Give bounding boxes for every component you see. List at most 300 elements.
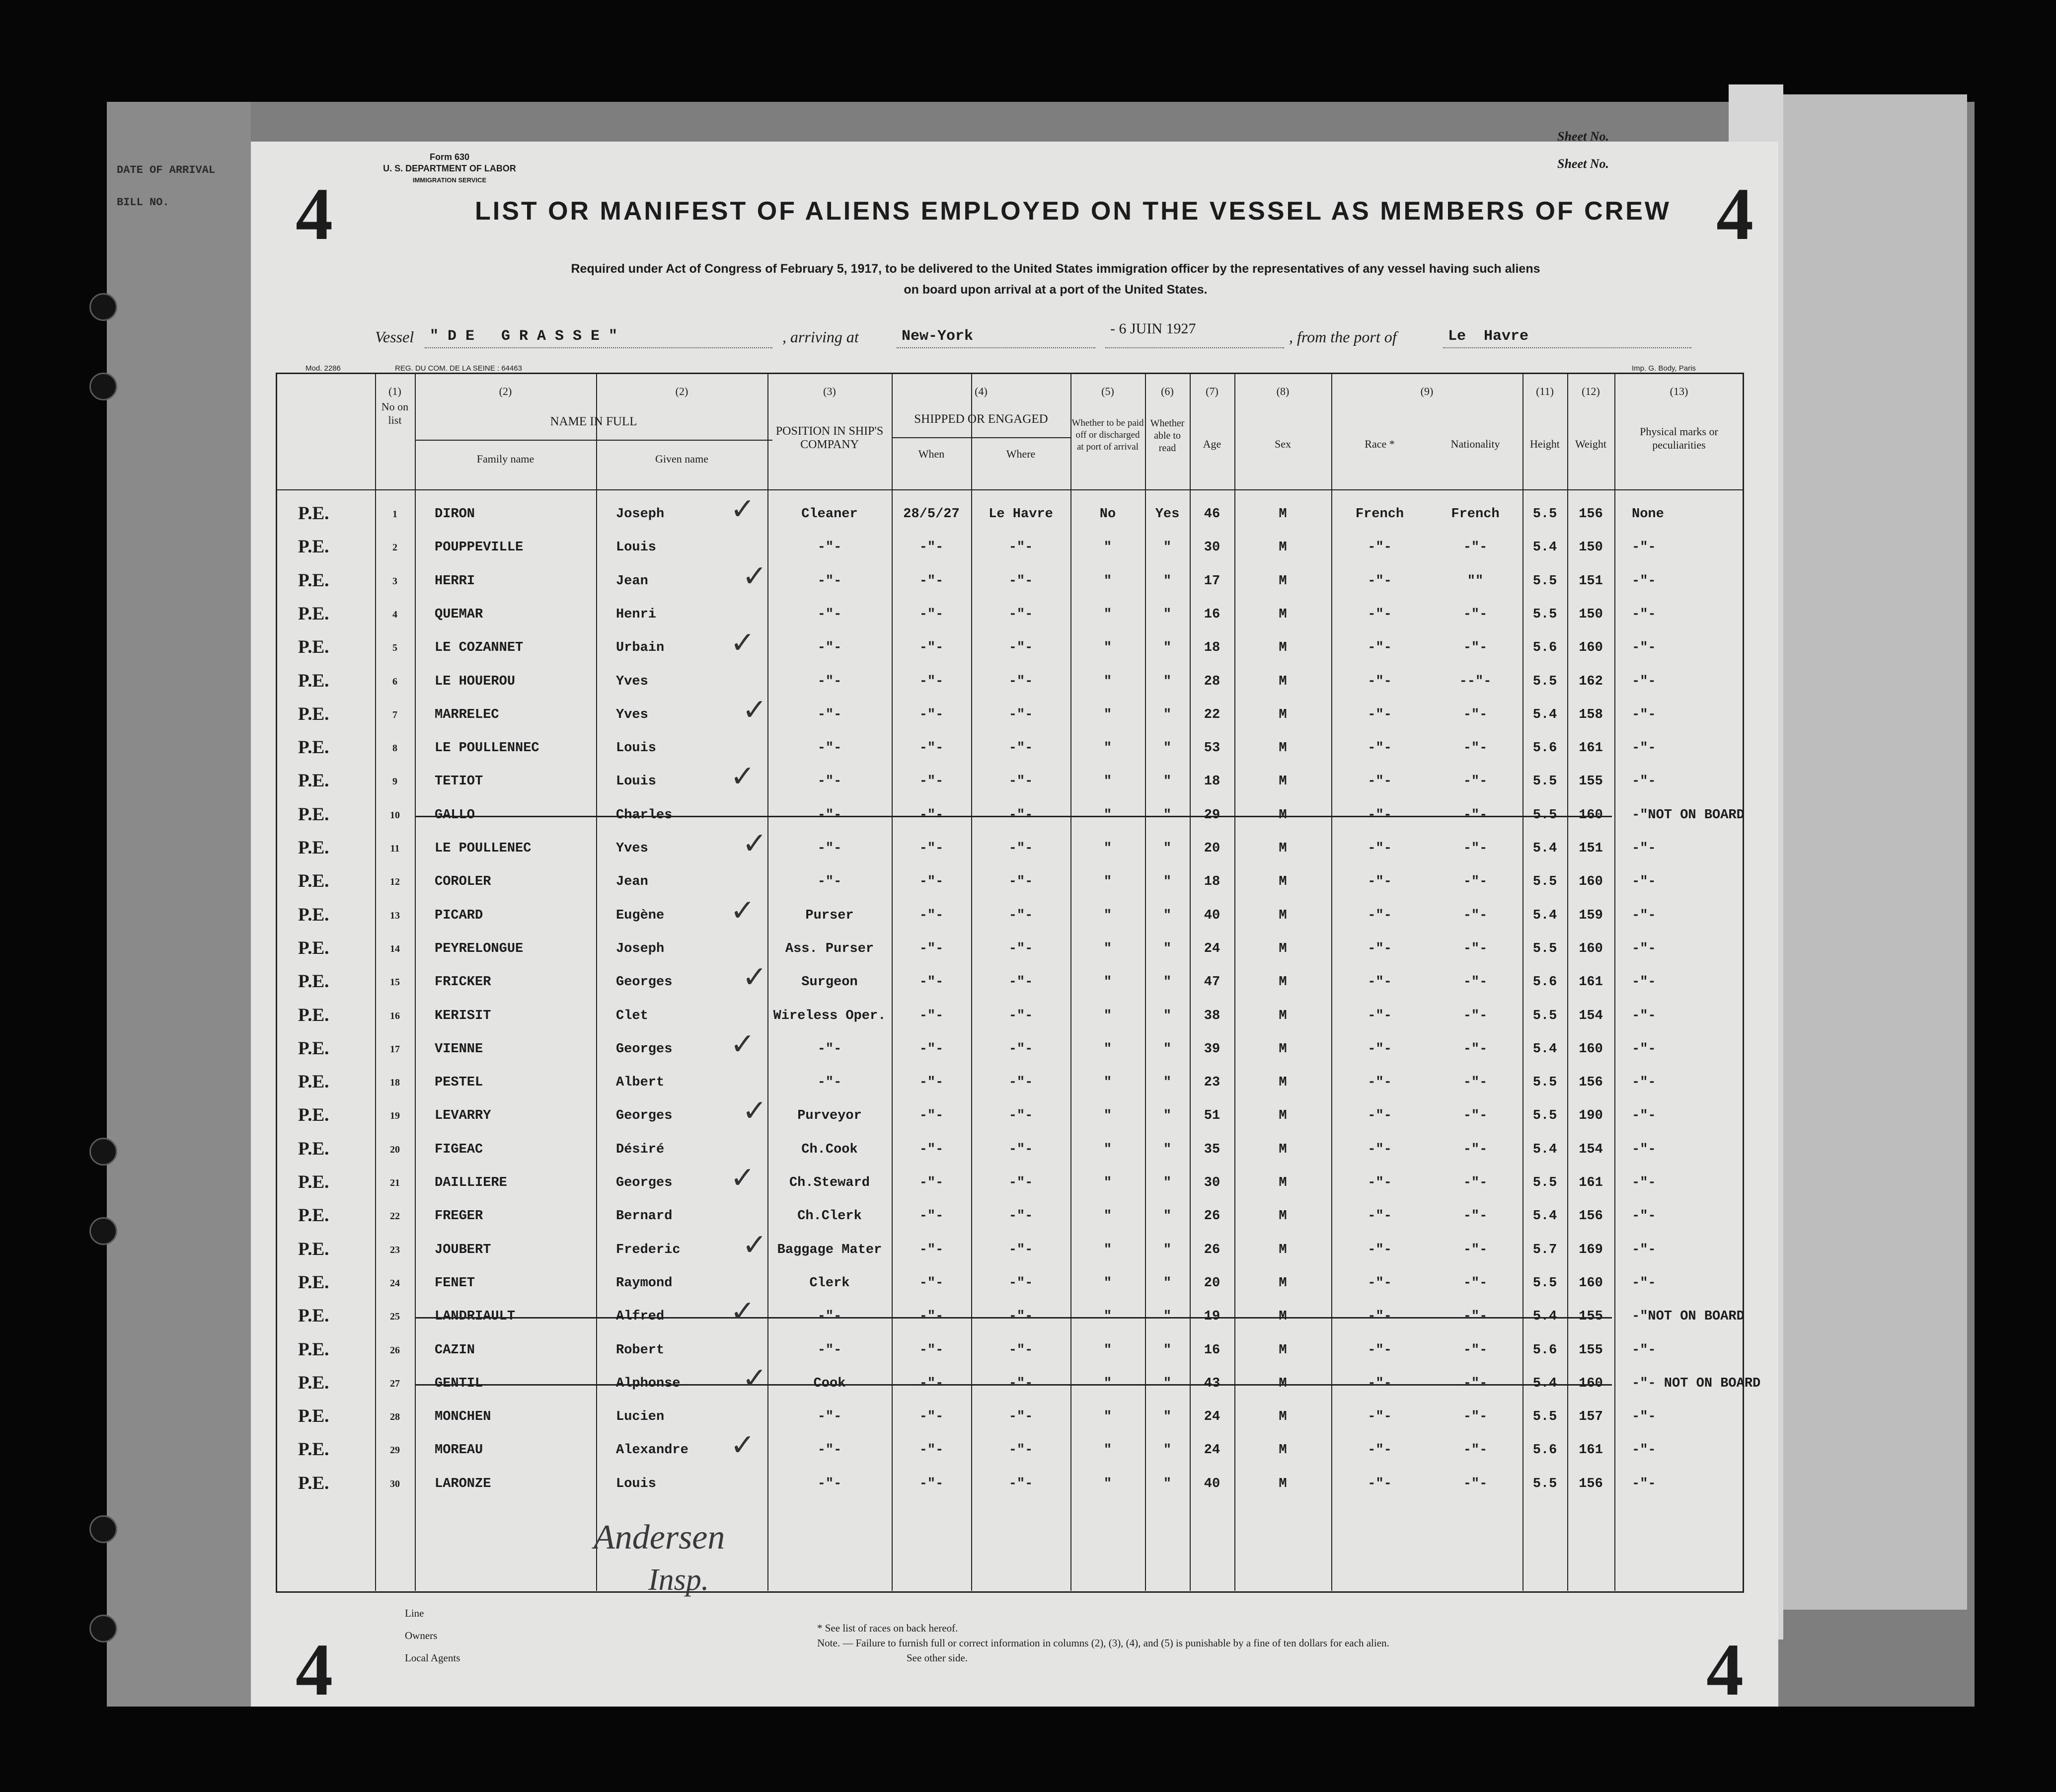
row-marks: -"- [1632, 607, 1656, 622]
row-position: -"- [817, 874, 842, 890]
row-sex: M [1279, 1242, 1287, 1257]
row-read: " [1163, 1443, 1172, 1458]
row-weight: 160 [1579, 1275, 1603, 1291]
row-pe: P.E. [298, 1306, 329, 1326]
row-family: TETIOT [435, 774, 483, 789]
row-pe: P.E. [298, 804, 329, 825]
row-where: -"- [1008, 741, 1033, 756]
row-family: COROLER [435, 874, 491, 890]
row-where: -"- [1008, 1242, 1033, 1257]
row-when: -"- [919, 1041, 944, 1057]
sheet-number-top-left: 4 [296, 173, 333, 255]
row-where: -"- [1008, 1443, 1033, 1458]
row-weight: 156 [1579, 1075, 1603, 1091]
row-position: -"- [817, 540, 842, 555]
row-pe: P.E. [298, 603, 329, 624]
col-header-name: NAME IN FULL [550, 415, 637, 428]
col-num: (12) [1582, 385, 1600, 397]
row-where: -"- [1008, 573, 1033, 589]
row-marks: -"- [1632, 540, 1656, 555]
col-header-where: Where [1006, 448, 1036, 460]
row-divider [415, 440, 772, 441]
row-sex: M [1279, 941, 1287, 956]
row-where: -"- [1008, 975, 1033, 990]
row-read: " [1163, 573, 1172, 589]
row-family: LARONZE [435, 1476, 491, 1491]
row-weight: 156 [1579, 1476, 1603, 1491]
row-read: " [1163, 1409, 1172, 1425]
row-race: -"- [1368, 607, 1392, 622]
row-when: -"- [919, 874, 944, 890]
col-header-race: Race * [1365, 438, 1395, 450]
col-num: (3) [823, 385, 836, 397]
row-position: -"- [817, 674, 842, 689]
underline [425, 347, 772, 348]
row-marks: -"- [1632, 1275, 1656, 1291]
row-race: -"- [1368, 1476, 1392, 1491]
row-family: LE POULLENNEC [435, 741, 539, 756]
row-family: DAILLIERE [435, 1175, 507, 1190]
col-num: (6) [1161, 385, 1174, 397]
row-weight: 162 [1579, 674, 1603, 689]
subtitle-line: on board upon arrival at a port of the United States. [904, 283, 1208, 297]
sheet-no-label: Sheet No. [1557, 156, 1609, 171]
row-when: -"- [919, 807, 944, 823]
row-marks: -"- [1632, 975, 1656, 990]
row-family: FREGER [435, 1209, 483, 1224]
row-position: Ch.Cook [801, 1142, 858, 1157]
row-height: 5.4 [1532, 1376, 1557, 1391]
row-weight: 158 [1579, 707, 1603, 722]
row-read: " [1163, 1008, 1172, 1023]
row-pe: P.E. [298, 1272, 329, 1293]
row-marks: -"- [1632, 1041, 1656, 1057]
col-num: (2) [675, 385, 688, 397]
row-position: -"- [817, 1309, 842, 1325]
row-marks: -"- [1632, 1175, 1656, 1190]
row-where: -"- [1008, 674, 1033, 689]
row-age: 40 [1204, 908, 1220, 923]
row-age: 47 [1204, 975, 1220, 990]
row-nat: -"- [1463, 741, 1488, 756]
row-read: " [1163, 607, 1172, 622]
row-height: 5.6 [1532, 1342, 1557, 1358]
row-pe: P.E. [298, 537, 329, 557]
binder-hole [89, 1138, 117, 1166]
row-marks: -"- [1632, 874, 1656, 890]
inspector-signature: Andersen [594, 1518, 725, 1557]
row-pe: P.E. [298, 503, 329, 524]
row-family: VIENNE [435, 1041, 483, 1057]
row-age: 19 [1204, 1309, 1220, 1325]
row-sex: M [1279, 1342, 1287, 1358]
strike-through-line [415, 1317, 1612, 1319]
row-where: -"- [1008, 1309, 1033, 1325]
row-height: 5.6 [1532, 640, 1557, 656]
binder-hole [89, 1515, 117, 1543]
row-read: " [1163, 941, 1172, 956]
arriving-port: New-York [902, 328, 974, 345]
row-given: Henri [616, 607, 657, 622]
row-no: 13 [390, 910, 400, 921]
footer-line-label: Line [405, 1607, 424, 1619]
row-nat: -"- [1463, 1409, 1488, 1425]
row-age: 26 [1204, 1242, 1220, 1257]
row-given: Louis [616, 540, 657, 555]
row-age: 39 [1204, 1041, 1220, 1057]
row-paid: " [1103, 741, 1112, 756]
check-mark-icon: ✓ [730, 625, 756, 661]
row-age: 46 [1204, 507, 1220, 522]
date-of-arrival-label: DATE OF ARRIVAL [117, 164, 216, 176]
row-read: " [1163, 908, 1172, 923]
row-paid: " [1103, 1342, 1112, 1358]
row-sex: M [1279, 573, 1287, 589]
row-when: -"- [919, 1008, 944, 1023]
row-position: -"- [817, 1409, 842, 1425]
row-position: -"- [817, 741, 842, 756]
row-where: -"- [1008, 1376, 1033, 1391]
row-sex: M [1279, 874, 1287, 890]
row-pe: P.E. [298, 1372, 329, 1393]
row-given: Louis [616, 1476, 657, 1491]
row-family: PICARD [435, 908, 483, 923]
row-paid: " [1103, 1142, 1112, 1157]
row-given: Urbain [616, 640, 665, 656]
row-nat: -"- [1463, 1443, 1488, 1458]
row-read: " [1163, 1242, 1172, 1257]
binder-hole [89, 373, 117, 400]
col-header-shipped: SHIPPED OR ENGAGED [914, 412, 1048, 426]
row-given: Yves [616, 707, 648, 722]
row-read: " [1163, 1275, 1172, 1291]
row-when: -"- [919, 540, 944, 555]
row-family: PESTEL [435, 1075, 483, 1091]
row-weight: 160 [1579, 1376, 1603, 1391]
row-nat: -"- [1463, 1242, 1488, 1257]
row-nat: -"- [1463, 1309, 1488, 1325]
row-nat: -"- [1463, 774, 1488, 789]
row-weight: 156 [1579, 507, 1603, 522]
binder-hole [89, 1615, 117, 1642]
row-when: -"- [919, 1209, 944, 1224]
strike-through-line [415, 1384, 1612, 1386]
row-sex: M [1279, 774, 1287, 789]
row-nat: -"- [1463, 1342, 1488, 1358]
department: U. S. DEPARTMENT OF LABOR [383, 163, 516, 173]
row-no: 1 [392, 509, 397, 520]
row-pe: P.E. [298, 570, 329, 591]
row-no: 3 [392, 575, 397, 587]
row-given: Georges [616, 1108, 673, 1124]
row-where: -"- [1008, 540, 1033, 555]
row-age: 51 [1204, 1108, 1220, 1124]
row-height: 5.4 [1532, 1041, 1557, 1057]
row-given: Louis [616, 774, 657, 789]
row-marks: -"- [1632, 640, 1656, 656]
col-header-paid-off: Whether to be paid off or discharged at port of arrival [1071, 418, 1144, 452]
row-sex: M [1279, 1142, 1287, 1157]
row-pe: P.E. [298, 871, 329, 892]
row-position: Purser [805, 908, 854, 923]
row-weight: 160 [1579, 807, 1603, 823]
col-header-no: No on list [381, 400, 409, 426]
row-family: FRICKER [435, 975, 491, 990]
row-weight: 160 [1579, 1041, 1603, 1057]
row-given: Désiré [616, 1142, 665, 1157]
row-when: -"- [919, 841, 944, 856]
row-where: -"- [1008, 640, 1033, 656]
row-marks: -"- [1632, 573, 1656, 589]
stacked-pages-right [1768, 94, 1967, 1610]
row-age: 18 [1204, 774, 1220, 789]
row-given: Clet [616, 1008, 648, 1023]
row-no: 22 [390, 1211, 400, 1222]
bill-no-label: BILL NO. [117, 196, 169, 209]
row-family: FIGEAC [435, 1142, 483, 1157]
row-height: 5.5 [1532, 1008, 1557, 1023]
row-nat: -"- [1463, 975, 1488, 990]
row-age: 40 [1204, 1476, 1220, 1491]
row-given: Jean [616, 874, 648, 890]
row-race: -"- [1368, 1275, 1392, 1291]
row-nat: -"- [1463, 1275, 1488, 1291]
row-age: 30 [1204, 1175, 1220, 1190]
row-age: 53 [1204, 741, 1220, 756]
row-nat: -"- [1463, 1041, 1488, 1057]
row-marks: -"- [1632, 707, 1656, 722]
col-num: (4) [975, 385, 988, 397]
row-pe: P.E. [298, 1038, 329, 1059]
row-given: Alexandre [616, 1443, 688, 1458]
underline [1105, 347, 1284, 348]
row-where: -"- [1008, 707, 1033, 722]
row-when: -"- [919, 1275, 944, 1291]
row-marks: -"- [1632, 674, 1656, 689]
row-family: LE COZANNET [435, 640, 524, 656]
row-position: Clerk [809, 1275, 850, 1291]
row-age: 22 [1204, 707, 1220, 722]
col-header-height: Height [1530, 438, 1560, 450]
row-nat: -"- [1463, 1142, 1488, 1157]
row-age: 38 [1204, 1008, 1220, 1023]
row-read: " [1163, 674, 1172, 689]
row-no: 26 [390, 1344, 400, 1356]
row-sex: M [1279, 1175, 1287, 1190]
row-when: -"- [919, 1108, 944, 1124]
row-race: -"- [1368, 573, 1392, 589]
row-height: 5.5 [1532, 874, 1557, 890]
row-marks: -"- [1632, 1008, 1656, 1023]
row-when: -"- [919, 741, 944, 756]
row-marks: -"- [1632, 741, 1656, 756]
row-race: French [1355, 507, 1404, 522]
row-height: 5.5 [1532, 1476, 1557, 1491]
row-where: -"- [1008, 1175, 1033, 1190]
row-read: " [1163, 975, 1172, 990]
row-nat: --"- [1459, 674, 1492, 689]
row-pe: P.E. [298, 1205, 329, 1226]
row-read: " [1163, 1376, 1172, 1391]
row-race: -"- [1368, 1075, 1392, 1091]
row-nat: "" [1467, 573, 1484, 589]
row-height: 5.5 [1532, 507, 1557, 522]
row-when: -"- [919, 1309, 944, 1325]
row-age: 43 [1204, 1376, 1220, 1391]
row-no: 14 [390, 943, 400, 954]
check-mark-icon: ✓ [742, 1093, 767, 1129]
row-sex: M [1279, 1443, 1287, 1458]
row-weight: 155 [1579, 1309, 1603, 1325]
sheet-number-top-right: 4 [1716, 173, 1753, 255]
check-mark-icon: ✓ [730, 1428, 756, 1463]
row-height: 5.6 [1532, 975, 1557, 990]
row-race: -"- [1368, 975, 1392, 990]
row-family: FENET [435, 1275, 475, 1291]
row-weight: 159 [1579, 908, 1603, 923]
row-height: 5.4 [1532, 707, 1557, 722]
row-height: 5.5 [1532, 1075, 1557, 1091]
row-marks: -"- [1632, 1075, 1656, 1091]
row-marks: -"- [1632, 1443, 1656, 1458]
row-when: -"- [919, 941, 944, 956]
inspector-title: Insp. [648, 1563, 709, 1597]
row-nat: -"- [1463, 1376, 1488, 1391]
row-given: Bernard [616, 1209, 673, 1224]
row-where: Le Havre [989, 507, 1053, 522]
footer-note: Note. — Failure to furnish full or correct information in columns (2), (3), (4), and (5) is punishable by a fine of ten dollars for each alien. [817, 1637, 1389, 1649]
row-when: -"- [919, 774, 944, 789]
row-height: 5.5 [1532, 941, 1557, 956]
row-family: JOUBERT [435, 1242, 491, 1257]
row-paid: " [1103, 674, 1112, 689]
row-sex: M [1279, 908, 1287, 923]
row-no: 17 [390, 1043, 400, 1055]
row-when: 28/5/27 [903, 507, 960, 522]
row-weight: 151 [1579, 841, 1603, 856]
row-read: " [1163, 874, 1172, 890]
row-where: -"- [1008, 908, 1033, 923]
row-height: 5.4 [1532, 1309, 1557, 1325]
row-paid: " [1103, 1108, 1112, 1124]
row-sex: M [1279, 540, 1287, 555]
row-age: 35 [1204, 1142, 1220, 1157]
row-position: -"- [817, 707, 842, 722]
row-position: -"- [817, 1075, 842, 1091]
row-pe: P.E. [298, 937, 329, 958]
row-age: 23 [1204, 1075, 1220, 1091]
row-marks: -"- [1632, 941, 1656, 956]
row-race: -"- [1368, 1108, 1392, 1124]
row-marks: -"- [1632, 774, 1656, 789]
binder-hole [89, 1217, 117, 1245]
row-weight: 161 [1579, 975, 1603, 990]
sheet-number-bottom-left: 4 [296, 1629, 333, 1711]
row-family: POUPPEVILLE [435, 540, 524, 555]
col-header-age: Age [1203, 438, 1221, 450]
check-mark-icon: ✓ [730, 492, 756, 527]
row-nat: -"- [1463, 1075, 1488, 1091]
row-weight: 154 [1579, 1008, 1603, 1023]
row-given: Georges [616, 975, 673, 990]
row-where: -"- [1008, 1142, 1033, 1157]
row-paid: No [1099, 507, 1116, 522]
row-pe: P.E. [298, 1339, 329, 1360]
row-when: -"- [919, 607, 944, 622]
row-weight: 155 [1579, 1342, 1603, 1358]
row-race: -"- [1368, 1342, 1392, 1358]
row-position: -"- [817, 841, 842, 856]
row-weight: 161 [1579, 1443, 1603, 1458]
row-height: 5.5 [1532, 674, 1557, 689]
row-sex: M [1279, 1275, 1287, 1291]
footer-owners-label: Owners [405, 1630, 438, 1641]
row-when: -"- [919, 1443, 944, 1458]
row-no: 9 [392, 776, 397, 787]
row-pe: P.E. [298, 737, 329, 758]
check-mark-icon: ✓ [742, 826, 767, 861]
col-num: (9) [1420, 385, 1434, 397]
row-nat: -"- [1463, 1008, 1488, 1023]
row-race: -"- [1368, 674, 1392, 689]
row-family: MARRELEC [435, 707, 499, 722]
row-weight: 160 [1579, 941, 1603, 956]
row-no: 11 [390, 843, 400, 854]
arrival-date-stamp: - 6 JUIN 1927 [1110, 320, 1196, 337]
row-pe: P.E. [298, 637, 329, 658]
row-read: " [1163, 540, 1172, 555]
row-nat: -"- [1463, 841, 1488, 856]
header-bottom-line [276, 489, 1744, 490]
row-read: Yes [1155, 507, 1180, 522]
row-position: -"- [817, 774, 842, 789]
row-paid: " [1103, 1041, 1112, 1057]
row-race: -"- [1368, 1041, 1392, 1057]
row-position: -"- [817, 607, 842, 622]
col-header-nationality: Nationality [1450, 438, 1500, 450]
underline [1443, 347, 1691, 348]
sheet-no-label: Sheet No. [1557, 129, 1609, 144]
row-pe: P.E. [298, 771, 329, 791]
row-when: -"- [919, 1476, 944, 1491]
row-marks: -"- [1632, 1342, 1656, 1358]
row-read: " [1163, 707, 1172, 722]
row-divider [892, 437, 1070, 438]
row-given: Georges [616, 1041, 673, 1057]
row-family: HERRI [435, 573, 475, 589]
row-marks: -"- [1632, 841, 1656, 856]
row-position: Wireless Oper. [773, 1008, 886, 1023]
registration: REG. DU COM. DE LA SEINE : 64463 [395, 364, 522, 373]
row-given: Raymond [616, 1275, 673, 1291]
row-position: Ass. Purser [785, 941, 874, 956]
row-no: 8 [392, 743, 397, 754]
check-mark-icon: ✓ [742, 558, 767, 594]
row-given: Albert [616, 1075, 665, 1091]
row-no: 27 [390, 1378, 400, 1389]
row-sex: M [1279, 1209, 1287, 1224]
row-no: 4 [392, 609, 397, 620]
row-nat: French [1451, 507, 1500, 522]
row-marks: -"- [1632, 1476, 1656, 1491]
row-no: 25 [390, 1311, 400, 1323]
row-paid: " [1103, 1075, 1112, 1091]
row-age: 24 [1204, 1443, 1220, 1458]
row-height: 5.5 [1532, 573, 1557, 589]
row-where: -"- [1008, 1409, 1033, 1425]
col-header-given: Given name [655, 453, 708, 465]
row-sex: M [1279, 741, 1287, 756]
